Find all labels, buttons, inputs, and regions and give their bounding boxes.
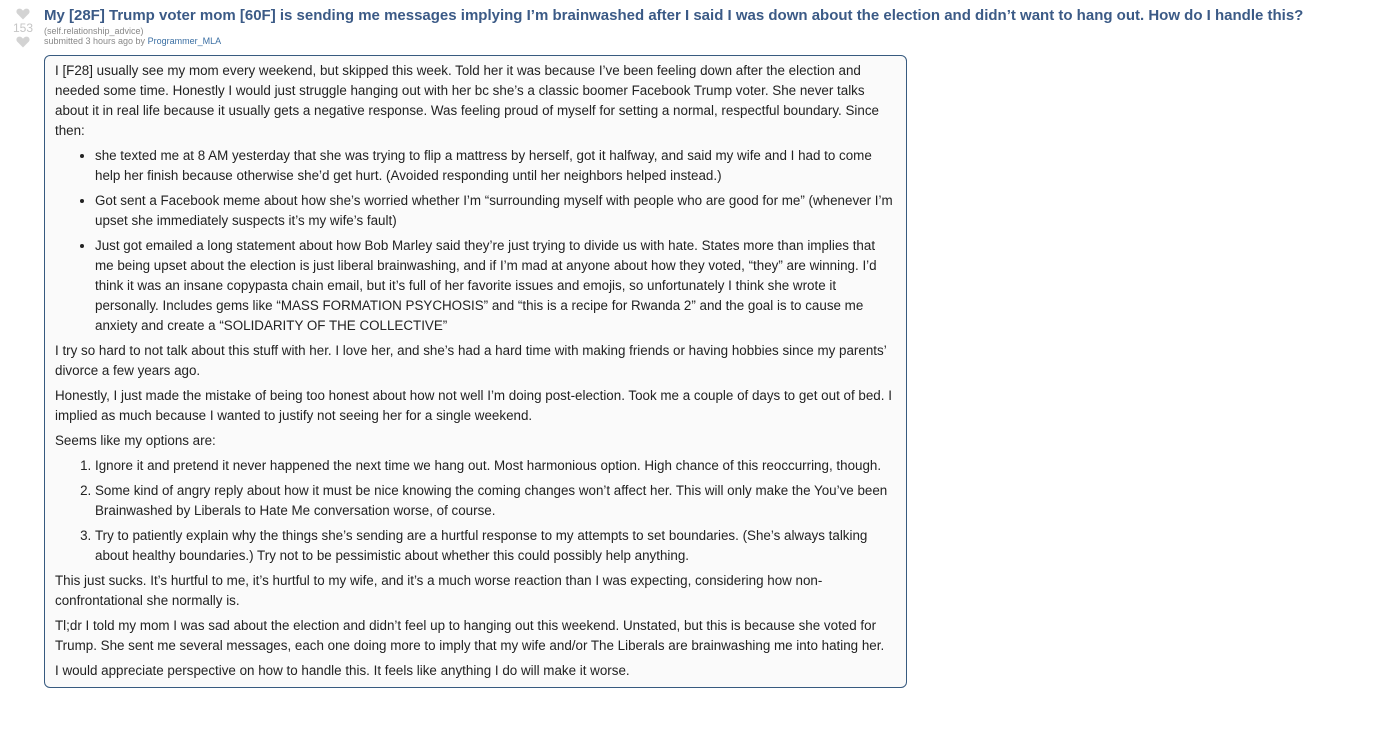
list-item: • Got sent a Facebook meme about how she’s worried whether I’m “surrounding myself with people who are good for me” (whenever I’m upset she immediately suspects it’s my wife’s fault) <box>95 191 897 231</box>
author-link[interactable]: Programmer_MLA <box>147 36 222 46</box>
bullet-list <box>55 146 897 336</box>
post-domain[interactable]: (self.relationship_advice) <box>44 26 144 36</box>
paragraph-tldr: Tl;dr I told my mom I was sad about the election and didn’t feel up to hanging out this weekend. Unstated, but this is because she voted for Trump. She sent me several messages, each one doing more to imply that my wife and/or The Liberals are brainwashing me into hating her. <box>55 618 885 653</box>
paragraph-closing: I would appreciate perspective on how to handle this. It feels like anything I do will make it worse. <box>55 663 630 678</box>
paragraph: I try so hard to not talk about this stuff with her. I love her, and she’s had a hard time with making friends or having hobbies since my parents’ divorce a few years ago. <box>55 343 887 378</box>
list-item: • she texted me at 8 AM yesterday that she was trying to flip a mattress by herself, got it halfway, and said my wife and I had to come help her finish because otherwise she’d get hurt. (Avoided responding until her neighbors helped instead.) <box>95 146 897 186</box>
post-title[interactable]: My [28F] Trump voter mom [60F] is sending me messages implying I’m brainwashed after I said I was down about the election and didn’t want to hang out. How do I handle this? <box>44 7 1304 24</box>
paragraph: Seems like my options are: <box>55 433 216 448</box>
list-item: 2. Some kind of angry reply about how it must be nice knowing the coming changes won’t affect her. This will only make the You’ve been Brainwashed by Liberals to Hate Me conversation worse, of course. <box>95 481 897 521</box>
vote-column <box>10 8 36 48</box>
list-item: • Just got emailed a long statement about how Bob Marley said they’re just trying to divide us with hate. States more than implies that me being upset about the election is just liberal brainwashing, and if I’m mad at anyone about how they voted, “they” are winning. I’d think it was an insane copypasta chain email, but it’s full of her favorite issues and emojis, so unfortunately I think she wrote it personally. Includes gems like “MASS FORMATION PSYCHOSIS” and “this is a recipe for Rwanda 2” and the goal is to cause me anxiety and create a “SOLIDARITY OF THE COLLECTIVE” <box>95 236 897 336</box>
submitted-text: submitted 3 hours ago by <box>44 36 146 46</box>
post-selftext <box>44 55 907 688</box>
list-item: 3. Try to patiently explain why the things she’s sending are a hurtful response to my attempts to set boundaries. (She’s always talking about healthy boundaries.) Try not to be pessimistic about whether this could possibly help anything. <box>95 526 897 566</box>
score: 153 <box>12 21 34 35</box>
heart-upvote-icon[interactable] <box>16 8 30 20</box>
post-header <box>44 6 1390 46</box>
paragraph: This just sucks. It’s hurtful to me, it’s hurtful to my wife, and it’s a much worse reaction than I was expecting, considering how non-confrontational she normally is. <box>55 573 823 608</box>
paragraph-intro: I [F28] usually see my mom every weekend, but skipped this week. Told her it was because I’ve been feeling down after the election and needed some time. Honestly I would just struggle hanging out with her bc she’s a classic boomer Facebook Trump voter. She never talks about it in real life because it usually gets a negative response. Was feeling proud of myself for setting a normal, respectful boundary. Since then: <box>55 63 879 138</box>
heart-downvote-icon[interactable] <box>16 36 30 48</box>
paragraph: Honestly, I just made the mistake of being too honest about how not well I’m doing post-election. Took me a couple of days to get out of bed. I implied as much because I wanted to justify not seeing her for a single weekend. <box>55 388 892 423</box>
list-item: 1. Ignore it and pretend it never happened the next time we hang out. Most harmonious option. High chance of this reoccurring, though. <box>95 456 897 476</box>
options-list <box>55 456 897 566</box>
post-tagline <box>44 36 1390 46</box>
